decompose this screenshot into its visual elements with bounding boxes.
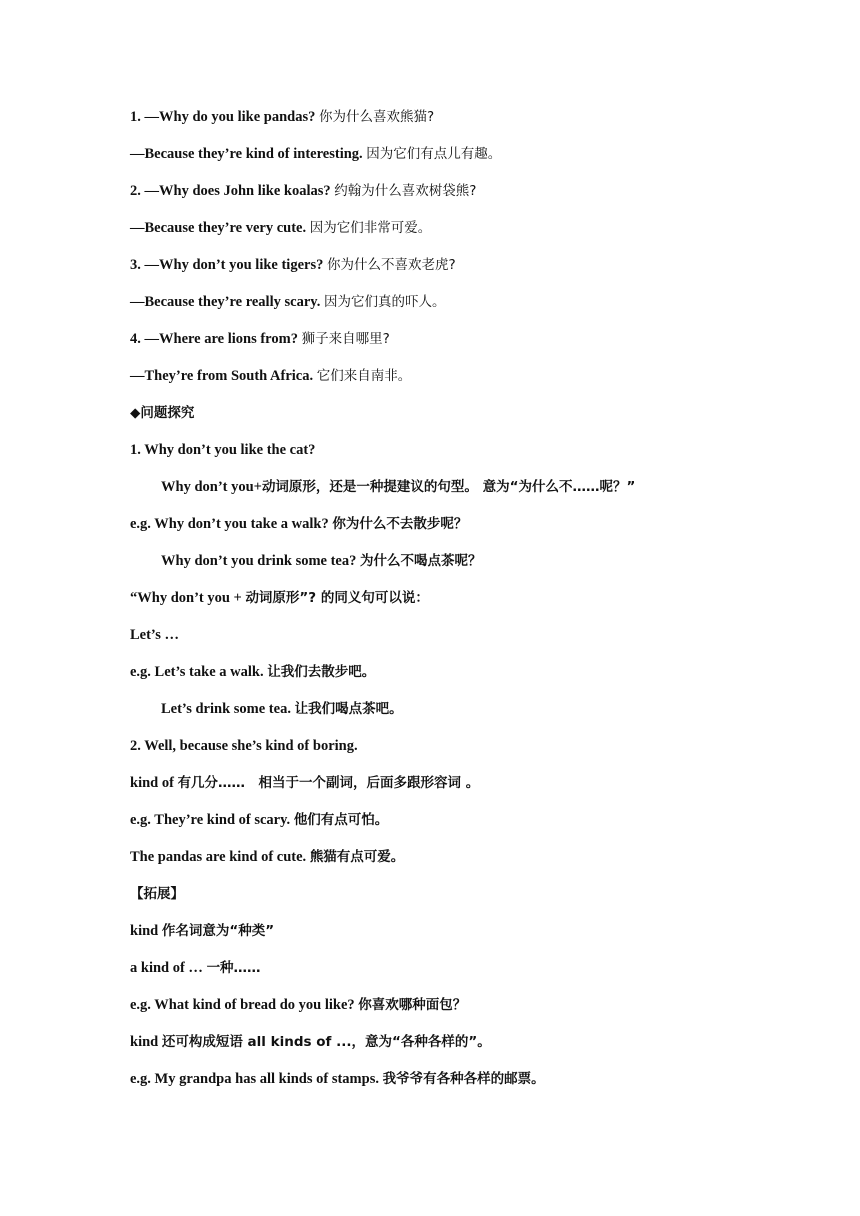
text-line — [130, 845, 810, 882]
english-text: —Because they’re really scary. — [130, 294, 324, 310]
english-text: 4. —Where are lions from? — [130, 331, 302, 347]
english-text: kind of — [130, 775, 178, 791]
text-line — [130, 364, 810, 401]
text-line — [130, 290, 810, 327]
english-text: Why don’t you+ — [161, 479, 262, 495]
english-text: —They’re from South Africa. — [130, 368, 317, 384]
english-text: Why don’t you drink some tea? — [161, 553, 360, 569]
text-line — [130, 882, 810, 919]
english-text: kind — [130, 1034, 162, 1050]
chinese-text: 作名词意为“种类” — [161, 923, 275, 939]
chinese-text: 狮子来自哪里? — [301, 331, 390, 347]
text-line — [130, 475, 810, 512]
text-line — [130, 771, 810, 808]
chinese-text: 你为什么喜欢熊猫? — [318, 109, 435, 125]
english-text: —Because they’re kind of interesting. — [130, 146, 367, 162]
text-line — [130, 549, 810, 586]
chinese-text: 让我们去散步吧。 — [267, 664, 376, 680]
text-line — [130, 401, 810, 438]
chinese-text: 你喜欢哪种面包？ — [358, 997, 467, 1013]
english-text: e.g. They’re kind of scary. — [130, 812, 294, 828]
chinese-text: 熊猫有点可爱。 — [309, 849, 405, 865]
text-line — [130, 1030, 810, 1067]
chinese-text: 它们来自南非。 — [316, 368, 412, 384]
english-text: The pandas are kind of cute. — [130, 849, 310, 865]
english-text: 3. —Why don’t you like tigers? — [130, 257, 327, 273]
text-line — [130, 956, 810, 993]
text-line — [130, 993, 810, 1030]
document-body — [130, 105, 810, 1104]
english-text: kind — [130, 923, 162, 939]
chinese-text: 让我们喝点茶吧。 — [294, 701, 403, 717]
chinese-text: 因为它们真的吓人。 — [323, 294, 446, 310]
english-text: Let’s … — [130, 627, 179, 643]
text-line — [130, 179, 810, 216]
english-text: e.g. What kind of bread do you like? — [130, 997, 359, 1013]
english-text: 1. Why don’t you like the cat? — [130, 442, 316, 458]
english-text: 1. —Why do you like pandas? — [130, 109, 319, 125]
chinese-text: 因为它们有点儿有趣。 — [366, 146, 502, 162]
text-line — [130, 919, 810, 956]
english-text: 2. —Why does John like koalas? — [130, 183, 335, 199]
chinese-text: 因为它们非常可爱。 — [309, 220, 432, 236]
text-line — [130, 734, 810, 771]
chinese-text: 你为什么不喜欢老虎? — [326, 257, 456, 273]
text-line — [130, 586, 810, 623]
text-line — [130, 253, 810, 290]
text-line — [130, 142, 810, 179]
english-text: Let’s drink some tea. — [161, 701, 295, 717]
english-text: 2. Well, because she’s kind of boring. — [130, 738, 358, 754]
chinese-text: 我爷爷有各种各样的邮票。 — [382, 1071, 545, 1087]
english-text: e.g. Let’s take a walk. — [130, 664, 268, 680]
chinese-text: ◆问题探究 — [130, 405, 195, 421]
text-line — [130, 216, 810, 253]
english-text: —Because they’re very cute. — [130, 220, 310, 236]
chinese-text: 约翰为什么喜欢树袋熊? — [334, 183, 477, 199]
text-line — [130, 697, 810, 734]
english-text: e.g. Why don’t you take a walk? — [130, 516, 333, 532]
chinese-text: 为什么不喝点茶呢？ — [360, 553, 482, 569]
chinese-text: 你为什么不去散步呢？ — [332, 516, 468, 532]
chinese-text: 他们有点可怕。 — [293, 812, 389, 828]
chinese-text: 一种…… — [206, 960, 261, 976]
text-line — [130, 1067, 810, 1104]
chinese-text: 动词原形”? 的同义句可以说： — [245, 590, 429, 606]
english-text: a kind of … — [130, 960, 207, 976]
text-line — [130, 660, 810, 697]
text-line — [130, 808, 810, 845]
text-line — [130, 105, 810, 142]
english-text: “Why don’t you + — [130, 590, 246, 606]
chinese-text: 【拓展】 — [130, 886, 184, 902]
text-line — [130, 327, 810, 364]
text-line — [130, 438, 810, 475]
text-line — [130, 512, 810, 549]
text-line — [130, 623, 810, 660]
chinese-text: 还可构成短语 all kinds of ...，意为“各种各样的”。 — [161, 1034, 491, 1050]
chinese-text: 有几分…… 相当于一个副词，后面多跟形容词 。 — [177, 775, 480, 791]
chinese-text: 动词原形，还是一种提建议的句型。 意为“为什么不……呢？” — [261, 479, 636, 495]
english-text: e.g. My grandpa has all kinds of stamps. — [130, 1071, 383, 1087]
